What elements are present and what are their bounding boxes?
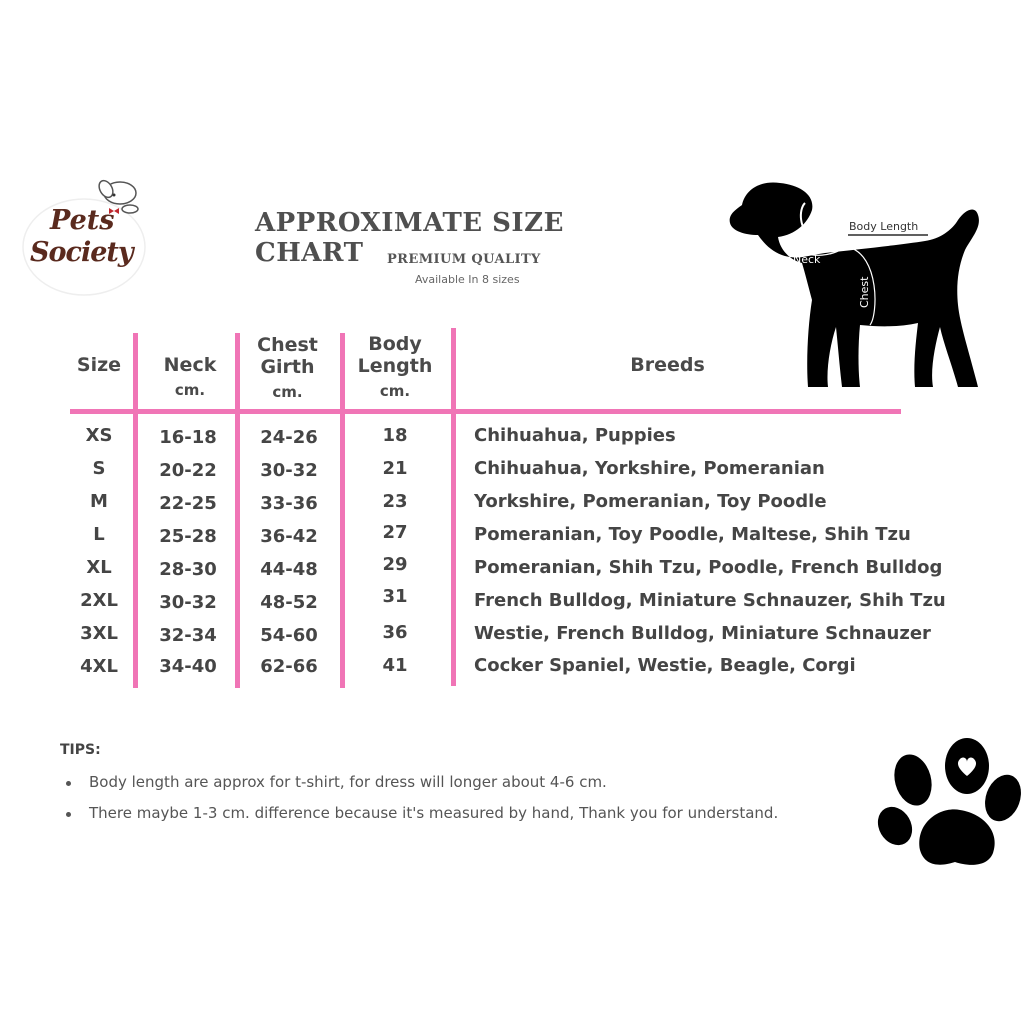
bullet-dot <box>66 812 71 817</box>
cell-chest: 48-52 <box>260 592 318 613</box>
body-length-label: Body Length <box>849 220 919 233</box>
cell-body: 36 <box>382 622 408 643</box>
cell-body: 23 <box>382 491 408 512</box>
cell-breeds: Pomeranian, Toy Poodle, Maltese, Shih Tzu <box>474 524 911 545</box>
cell-breeds: Chihuahua, Puppies <box>474 425 676 446</box>
header-body-length: Body Length cm. <box>357 333 433 400</box>
cell-breeds: Pomeranian, Shih Tzu, Poodle, French Bulldog <box>474 557 943 578</box>
cell-breeds: French Bulldog, Miniature Schnauzer, Shih Tzu <box>474 590 946 611</box>
cell-chest: 24-26 <box>260 427 318 448</box>
cell-neck: 20-22 <box>159 460 217 481</box>
cell-chest: 62-66 <box>260 656 318 677</box>
cell-size: XL <box>86 557 112 578</box>
dog-measurement-icon <box>720 175 990 395</box>
cell-neck: 30-32 <box>159 592 217 613</box>
tip-item: Body length are approx for t-shirt, for dress will longer about 4-6 cm. <box>89 773 607 791</box>
tip-item: There maybe 1-3 cm. difference because it's measured by hand, Thank you for understand. <box>89 804 779 822</box>
cell-body: 21 <box>382 458 408 479</box>
subtitle: PREMIUM QUALITY <box>387 252 541 267</box>
paw-heart-icon <box>875 738 1024 873</box>
cell-chest: 44-48 <box>260 559 318 580</box>
cell-neck: 34-40 <box>159 656 217 677</box>
column-divider <box>133 333 138 688</box>
cell-neck: 25-28 <box>159 526 217 547</box>
header-neck: Neck cm. <box>163 354 217 399</box>
cell-body: 29 <box>382 554 408 575</box>
header-size: Size <box>76 354 122 376</box>
cell-size: 4XL <box>80 656 118 677</box>
column-divider <box>340 333 345 688</box>
logo-text-society: Society <box>30 237 133 268</box>
cell-size: 2XL <box>80 590 118 611</box>
cell-size: 3XL <box>80 623 118 644</box>
cell-body: 41 <box>382 655 408 676</box>
header-chest-girth: Chest Girth cm. <box>257 334 318 401</box>
bullet-dot <box>66 781 71 786</box>
cell-breeds: Chihuahua, Yorkshire, Pomeranian <box>474 458 825 479</box>
logo-text-pets: Pets <box>50 205 115 236</box>
chest-label: Chest <box>858 276 871 308</box>
column-divider <box>451 328 456 686</box>
cell-chest: 33-36 <box>260 493 318 514</box>
cell-body: 27 <box>382 522 408 543</box>
cell-size: XS <box>85 425 113 446</box>
header-divider <box>70 409 901 414</box>
cell-neck: 16-18 <box>159 427 217 448</box>
cell-neck: 22-25 <box>159 493 217 514</box>
tips-title: TIPS: <box>60 742 101 758</box>
header-breeds: Breeds <box>630 354 705 376</box>
cell-breeds: Westie, French Bulldog, Miniature Schnauzer <box>474 623 931 644</box>
cell-breeds: Yorkshire, Pomeranian, Toy Poodle <box>474 491 827 512</box>
cell-chest: 54-60 <box>260 625 318 646</box>
column-divider <box>235 333 240 688</box>
cell-body: 31 <box>382 586 408 607</box>
cell-neck: 32-34 <box>159 625 217 646</box>
cell-size: M <box>90 491 108 512</box>
cell-chest: 36-42 <box>260 526 318 547</box>
neck-label: Neck <box>793 253 821 266</box>
cell-size: S <box>92 458 106 479</box>
cell-size: L <box>93 524 105 545</box>
page-title: APPROXIMATE SIZE CHART <box>255 208 564 268</box>
cell-body: 18 <box>382 425 408 446</box>
cell-neck: 28-30 <box>159 559 217 580</box>
sizes-note: Available In 8 sizes <box>415 273 520 286</box>
cell-chest: 30-32 <box>260 460 318 481</box>
cell-breeds: Cocker Spaniel, Westie, Beagle, Corgi <box>474 655 856 676</box>
